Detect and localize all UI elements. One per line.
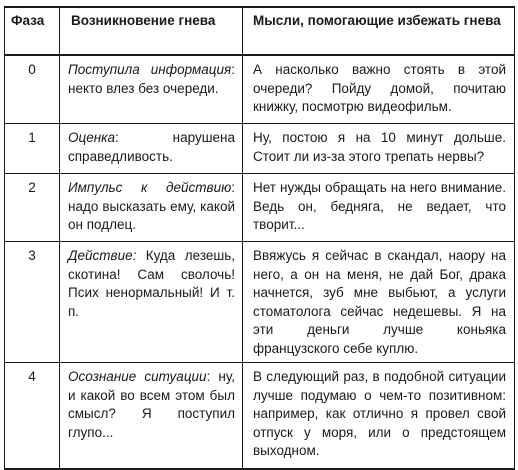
emotion-cell bbox=[60, 174, 243, 242]
phase-description: : нарушена справедливость. bbox=[68, 130, 235, 164]
header-thoughts: Мысли, помогающие избежать гнева bbox=[243, 7, 515, 55]
thoughts-cell: Ну, постою я на 10 минут дольше. Стоит ли из-за этого трепать нервы? bbox=[243, 124, 515, 174]
anger-phases-table bbox=[4, 6, 515, 470]
header-row bbox=[5, 7, 515, 55]
thoughts-cell: Нет нужды обращать на него внимание. Ведь он, бедняга, не ведает, что творит... bbox=[243, 174, 515, 242]
table-body bbox=[5, 55, 515, 469]
phase-term: Оценка bbox=[68, 130, 116, 145]
phase-description: Куда лезешь, скотина! Сам сволочь! Псих ненормальный! И т. п. bbox=[68, 248, 235, 319]
emotion-cell bbox=[60, 55, 243, 124]
header-phase: Фаза bbox=[5, 7, 60, 55]
phase-term: Осознание ситуации bbox=[68, 369, 207, 384]
emotion-cell bbox=[60, 242, 243, 363]
header-emotion: Возникновение гнева bbox=[60, 7, 243, 55]
table-row bbox=[5, 363, 515, 470]
phase-term: Импульс к действию bbox=[68, 180, 232, 195]
phase-description: : ну, и какой во всем этом был смысл? Я поступил глупо... bbox=[68, 369, 236, 440]
phase-cell: 2 bbox=[5, 174, 60, 242]
thoughts-cell: Ввяжусь я сейчас в скандал, наору на него, а он на меня, не дай Бог, драка начнется, зуб мне выбьют, а услуги стоматолога сейчас недешевы. Я на эти деньги лучше коньяка французского себе куплю. bbox=[243, 242, 515, 363]
phase-cell: 0 bbox=[5, 55, 60, 124]
thoughts-cell: А насколько важно стоять в этой очереди? Пойду домой, почитаю книжку, посмотрю видеофильм. bbox=[243, 55, 515, 124]
table-row bbox=[5, 242, 515, 363]
table-row bbox=[5, 174, 515, 242]
table-row bbox=[5, 55, 515, 124]
phase-description: : надо высказать ему, какой он подлец. bbox=[68, 180, 235, 232]
phase-cell: 4 bbox=[5, 363, 60, 470]
phase-description: : некто влез без очереди. bbox=[68, 62, 235, 96]
phase-cell: 3 bbox=[5, 242, 60, 363]
phase-term: Действие: bbox=[68, 248, 137, 263]
table-row bbox=[5, 124, 515, 174]
thoughts-cell: В следующий раз, в подобной ситуации лучше подумаю о чем-то позитивном: например, как отлично я провел свой отпуск у моря, или о предстоящем выходном. bbox=[243, 363, 515, 470]
emotion-cell bbox=[60, 363, 243, 470]
table-header bbox=[5, 7, 515, 55]
emotion-cell bbox=[60, 124, 243, 174]
phase-cell: 1 bbox=[5, 124, 60, 174]
phase-term: Поступила информация bbox=[68, 62, 232, 77]
